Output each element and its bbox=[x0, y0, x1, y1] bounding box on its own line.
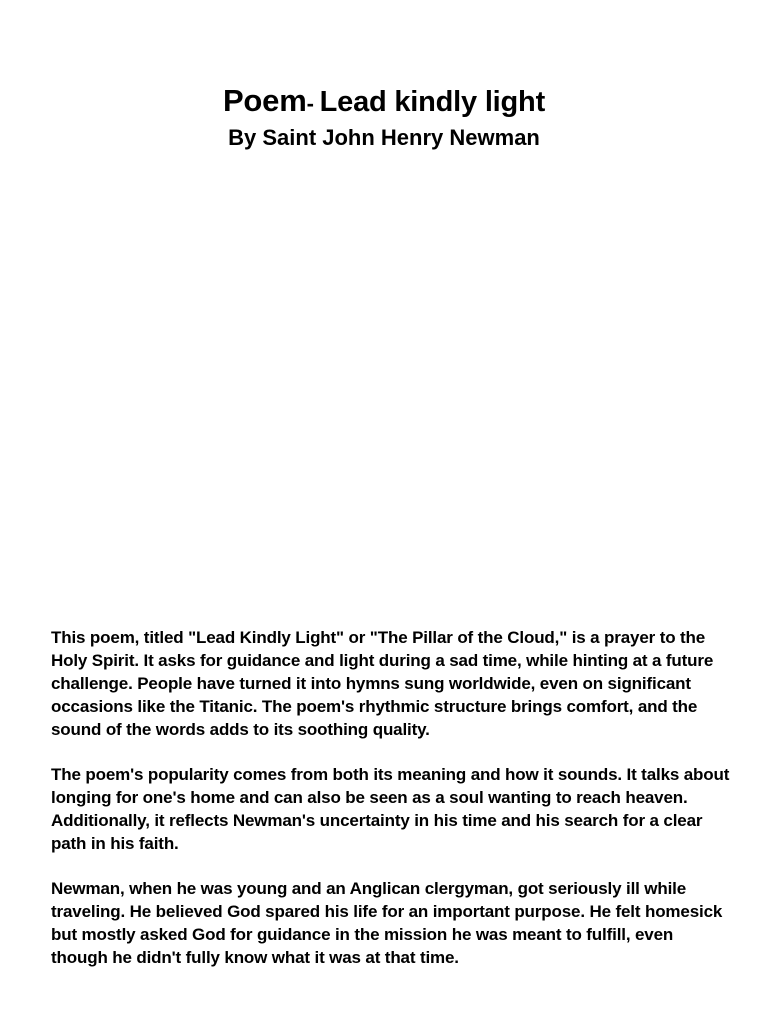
body-text bbox=[51, 626, 731, 991]
byline: By Saint John Henry Newman bbox=[228, 125, 540, 150]
title-dash: - bbox=[306, 91, 320, 116]
page-title bbox=[0, 80, 768, 125]
paragraph: The poem's popularity comes from both its meaning and how it sounds. It talks about longing for one's home and can also be seen as a soul wanting to reach heaven. Additionally, it reflects Newman's uncertainty in his time and his search for a clear path in his faith. bbox=[51, 765, 730, 853]
paragraph: This poem, titled "Lead Kindly Light" or "The Pillar of the Cloud," is a prayer to the Holy Spirit. It asks for guidance and light during a sad time, while hinting at a future challenge. People have turned it into hymns sung worldwide, even on significant occasions like the Titanic. The poem's rhythmic structure brings comfort, and the sound of the words adds to its soothing quality. bbox=[51, 628, 714, 739]
paragraph: Newman, when he was young and an Anglican clergyman, got seriously ill while traveling. He believed God spared his life for an important purpose. He felt homesick but mostly asked God for guidance in the mission he was meant to fulfill, even though he didn't fully know what it was at that time. bbox=[51, 879, 723, 967]
title-block bbox=[0, 80, 768, 153]
title-prefix: Poem bbox=[222, 83, 307, 118]
title-main: Lead kindly light bbox=[319, 86, 546, 118]
